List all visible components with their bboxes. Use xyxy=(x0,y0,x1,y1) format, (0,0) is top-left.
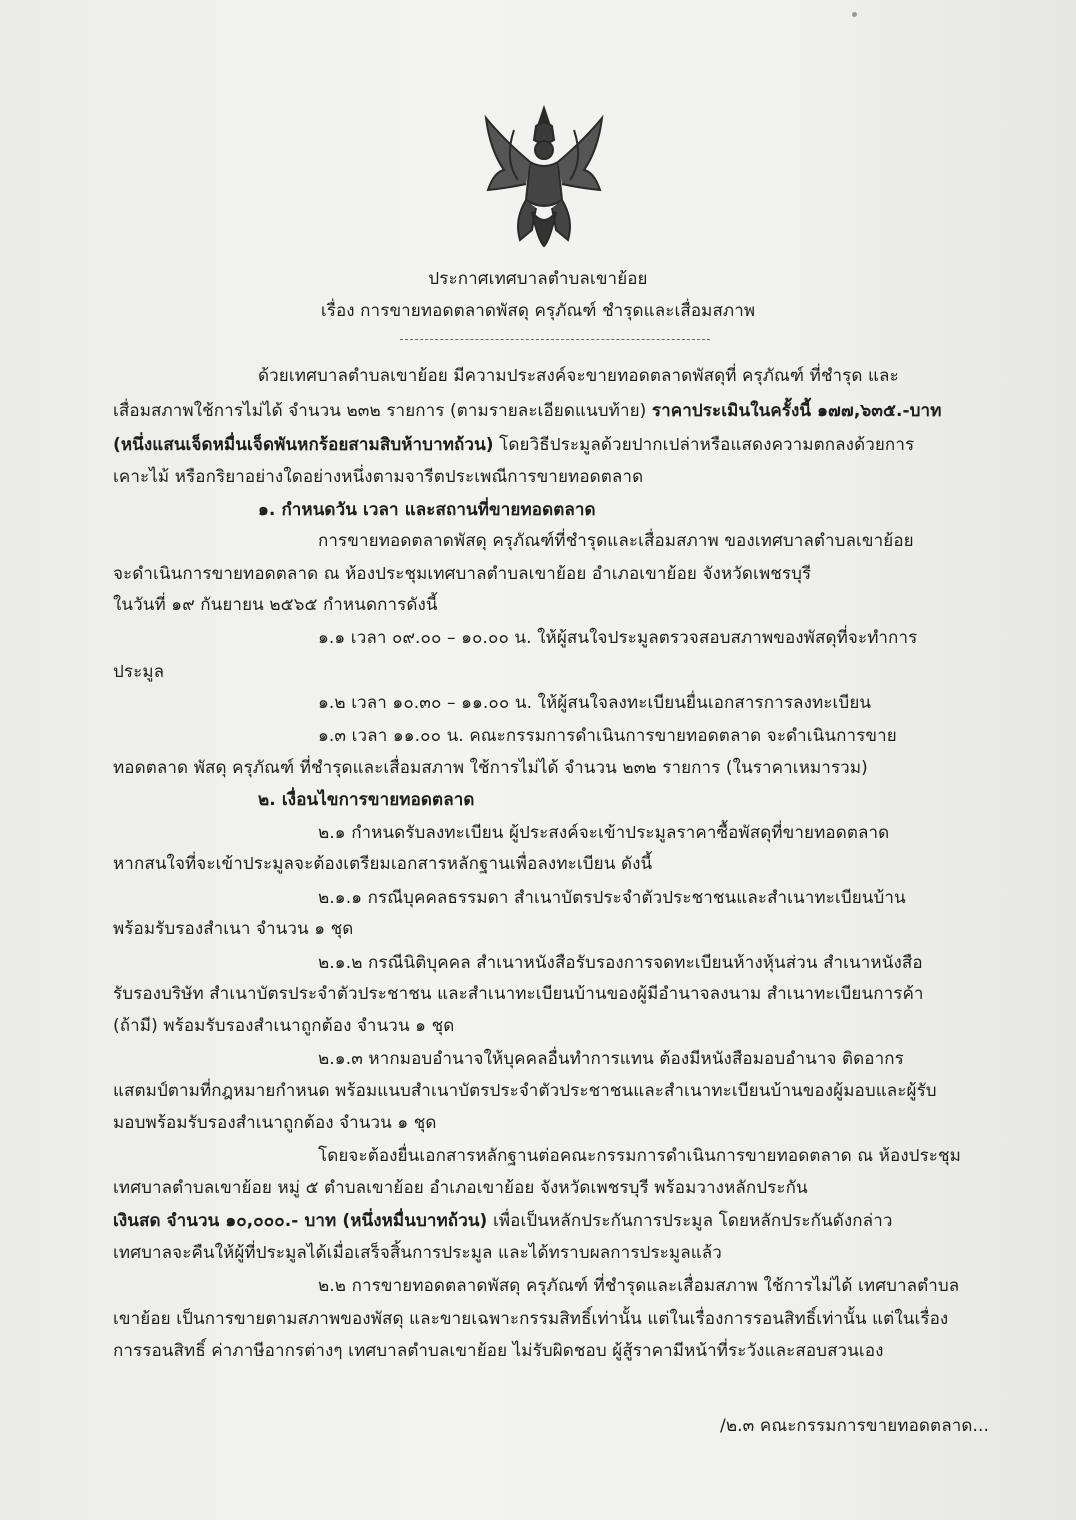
section1-line: จะดำเนินการขายทอดตลาด ณ ห้องประชุมเทศบาลตำบลเขาย้อย อำเภอเขาย้อย จังหวัดเพชรบุรี xyxy=(113,564,812,584)
section2-heading: ๒. เงื่อนไขการขายทอดตลาด xyxy=(258,790,475,810)
section2-line: (ถ้ามี) พร้อมรับรองสำเนาถูกต้อง จำนวน ๑ ชุด xyxy=(113,1016,455,1036)
section2-text: เพื่อเป็นหลักประกันการประมูล โดยหลักประกันดังกล่าว xyxy=(492,1211,893,1231)
section2-line: ๒.๒ การขายทอดตลาดพัสดุ ครุภัณฑ์ ที่ชำรุดและเสื่อมสภาพ ใช้การไม่ได้ เทศบาลตำบล xyxy=(318,1276,960,1296)
appraisal-price: ราคาประเมินในครั้งนี้ ๑๗๗,๖๓๕.-บาท xyxy=(651,401,942,421)
section2-line: โดยจะต้องยื่นเอกสารหลักฐานต่อคณะกรรมการดำเนินการขายทอดตลาด ณ ห้องประชุม xyxy=(318,1146,961,1166)
section2-line: ๒.๑ กำหนดรับลงทะเบียน ผู้ประสงค์จะเข้าประมูลราคาซื้อพัสดุที่ขายทอดตลาด xyxy=(318,823,890,843)
continuation-note: /๒.๓ คณะกรรมการขายทอดตลาด... xyxy=(720,1416,990,1436)
intro-text: โดยวิธีประมูลด้วยปากเปล่าหรือแสดงความตกลงด้วยการ xyxy=(499,435,915,455)
title-divider xyxy=(400,339,710,340)
section2-line: แสตมป์ตามที่กฎหมายกำหนด พร้อมแนบสำเนาบัตรประจำตัวประชาชนและสำเนาทะเบียนบ้านของผู้มอบและผู้รับ xyxy=(113,1081,937,1101)
garuda-emblem-icon xyxy=(474,100,614,250)
section1-line: ทอดตลาด พัสดุ ครุภัณฑ์ ที่ชำรุดและเสื่อมสภาพ ใช้การไม่ได้ จำนวน ๒๓๒ รายการ (ในราคาเหมารวม) xyxy=(113,758,868,778)
section2-line: ๒.๑.๒ กรณีนิติบุคคล สำเนาหนังสือรับรองการจดทะเบียนห้างหุ้นส่วน สำเนาหนังสือ xyxy=(318,953,923,973)
section2-line: รับรองบริษัท สำเนาบัตรประจำตัวประชาชน และสำเนาทะเบียนบ้านของผู้มีอำนาจลงนาม สำเนาทะเบียนการค้า xyxy=(113,984,924,1004)
section2-line: เทศบาลจะคืนให้ผู้ที่ประมูลได้เมื่อเสร็จสิ้นการประมูล และได้ทราบผลการประมูลแล้ว xyxy=(113,1243,722,1263)
section1-line: ๑.๓ เวลา ๑๑.๐๐ น. คณะกรรมการดำเนินการขายทอดตลาด จะดำเนินการขาย xyxy=(318,726,897,746)
scan-mark xyxy=(852,12,857,17)
appraisal-price-words: (หนึ่งแสนเจ็ดหมื่นเจ็ดพันหกร้อยสามสิบห้าบาทถ้วน) xyxy=(113,435,494,455)
section1-line: ๑.๑ เวลา ๐๙.๐๐ – ๑๐.๐๐ น. ให้ผู้สนใจประมูลตรวจสอบสภาพของพัสดุที่จะทำการ xyxy=(318,628,918,648)
section2-line: เขาย้อย เป็นการขายตามสภาพของพัสดุ และขายเฉพาะกรรมสิทธิ์เท่านั้น แต่ในเรื่องการรอนสิทธิ์เท่านั้น แต่ในเรื่อง xyxy=(113,1309,949,1329)
section2-line: มอบพร้อมรับรองสำเนาถูกต้อง จำนวน ๑ ชุด xyxy=(113,1113,437,1133)
intro-line: เคาะไม้ หรือกริยาอย่างใดอย่างหนึ่งตามจารีตประเพณีการขายทอดตลาด xyxy=(113,467,644,487)
announcement-title: ประกาศเทศบาลตำบลเขาย้อย xyxy=(428,269,648,289)
intro-line: ด้วยเทศบาลตำบลเขาย้อย มีความประสงค์จะขายทอดตลาดพัสดุที่ ครุภัณฑ์ ที่ชำรุด และ xyxy=(258,366,899,386)
section2-line: ๒.๑.๓ หากมอบอำนาจให้บุคคลอื่นทำการแทน ต้องมีหนังสือมอบอำนาจ ติดอากร xyxy=(318,1049,904,1069)
section2-line: พร้อมรับรองสำเนา จำนวน ๑ ชุด xyxy=(113,919,354,939)
deposit-amount: เงินสด จำนวน ๑๐,๐๐๐.- บาท (หนึ่งหมื่นบาทถ้วน) xyxy=(113,1211,488,1231)
section1-line: การขายทอดตลาดพัสดุ ครุภัณฑ์ที่ชำรุดและเสื่อมสภาพ ของเทศบาลตำบลเขาย้อย xyxy=(318,531,914,551)
section1-line: ในวันที่ ๑๙ กันยายน ๒๕๖๕ กำหนดการดังนี้ xyxy=(113,595,438,615)
section1-line: ๑.๒ เวลา ๑๐.๓๐ – ๑๑.๐๐ น. ให้ผู้สนใจลงทะเบียนยื่นเอกสารการลงทะเบียน xyxy=(318,693,872,713)
section1-line: ประมูล xyxy=(113,662,165,682)
intro-line xyxy=(113,400,942,422)
intro-text: เสื่อมสภาพใช้การไม่ได้ จำนวน ๒๓๒ รายการ (ตามรายละเอียดแนบท้าย) xyxy=(113,401,647,421)
section2-line: เทศบาลตำบลเขาย้อย หมู่ ๕ ตำบลเขาย้อย อำเภอเขาย้อย จังหวัดเพชรบุรี พร้อมวางหลักประกัน xyxy=(113,1178,808,1198)
intro-line xyxy=(113,434,914,456)
section1-heading: ๑. กำหนดวัน เวลา และสถานที่ขายทอดตลาด xyxy=(258,500,596,520)
section2-line: ๒.๑.๑ กรณีบุคคลธรรมดา สำเนาบัตรประจำตัวประชาชนและสำเนาทะเบียนบ้าน xyxy=(318,888,906,908)
section2-line: การรอนสิทธิ์ ค่าภาษีอากรต่างๆ เทศบาลตำบลเขาย้อย ไม่รับผิดชอบ ผู้สู้ราคามีหน้าที่ระวังและสอบสวนเอง xyxy=(113,1341,884,1361)
section2-line: หากสนใจที่จะเข้าประมูลจะต้องเตรียมเอกสารหลักฐานเพื่อลงทะเบียน ดังนี้ xyxy=(113,854,653,874)
section2-line xyxy=(113,1210,893,1232)
announcement-subject: เรื่อง การขายทอดตลาดพัสดุ ครุภัณฑ์ ชำรุดและเสื่อมสภาพ xyxy=(320,301,756,321)
